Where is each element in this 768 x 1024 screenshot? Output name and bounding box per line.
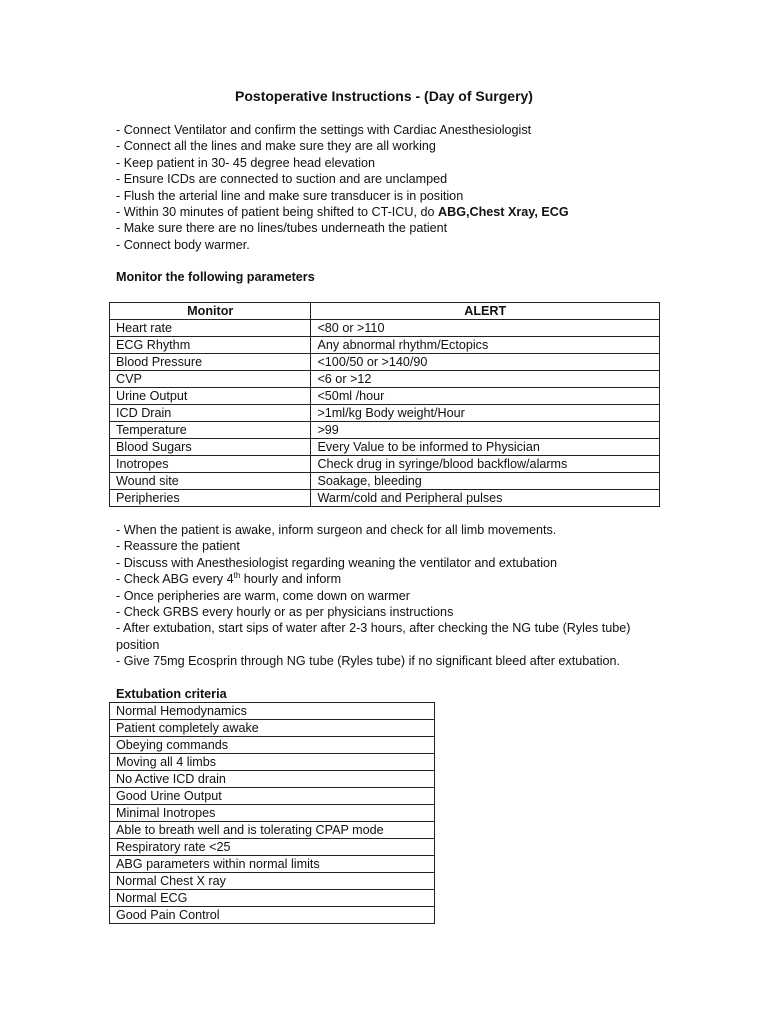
extubation-criterion: No Active ICD drain	[110, 771, 435, 788]
monitor-parameter-cell: Heart rate	[110, 320, 311, 337]
monitor-table-row	[110, 388, 660, 405]
extubation-criterion: Normal Chest X ray	[110, 873, 435, 890]
post-note-item: - Discuss with Anesthesiologist regarding weaning the ventilator and extubation	[116, 555, 558, 570]
extubation-criterion: Good Pain Control	[110, 907, 435, 924]
instruction-ct-icu-text: - Within 30 minutes of patient being shifted to CT-ICU, do	[116, 204, 438, 219]
extubation-criterion: Moving all 4 limbs	[110, 754, 435, 771]
extubation-criterion: Patient completely awake	[110, 720, 435, 737]
monitor-heading: Monitor the following parameters	[116, 270, 315, 284]
monitor-parameter-cell: ECG Rhythm	[110, 337, 311, 354]
monitor-parameter-cell: Urine Output	[110, 388, 311, 405]
instruction-item: - Connect all the lines and make sure they are all working	[116, 139, 436, 154]
instruction-item: - Make sure there are no lines/tubes underneath the patient	[116, 221, 448, 236]
extubation-criterion: Normal ECG	[110, 890, 435, 907]
post-note-item: - Reassure the patient	[116, 539, 240, 554]
extubation-criteria-row	[110, 737, 435, 754]
instruction-item-ct-icu	[116, 204, 656, 220]
instruction-ct-icu-tests: ABG,Chest Xray, ECG	[438, 204, 569, 219]
alert-threshold-cell: <80 or >110	[311, 320, 660, 337]
monitor-table-row	[110, 337, 660, 354]
extubation-criteria-row	[110, 720, 435, 737]
monitor-table-row	[110, 371, 660, 388]
extubation-criteria-row	[110, 788, 435, 805]
extubation-criteria-table	[109, 702, 435, 924]
post-note-item: - Check GRBS every hourly or as per physicians instructions	[116, 604, 454, 619]
extubation-criterion: Good Urine Output	[110, 788, 435, 805]
monitor-parameter-cell: Blood Sugars	[110, 439, 311, 456]
extubation-criteria-row	[110, 771, 435, 788]
alert-threshold-cell: >1ml/kg Body weight/Hour	[311, 405, 660, 422]
instruction-item: - Connect body warmer.	[116, 237, 250, 252]
monitor-table-body	[110, 320, 660, 507]
extubation-criteria-row	[110, 703, 435, 720]
monitor-parameter-cell: Wound site	[110, 473, 311, 490]
monitor-table-row	[110, 490, 660, 507]
alert-threshold-cell: Every Value to be informed to Physician	[311, 439, 660, 456]
post-note-item: - Once peripheries are warm, come down on warmer	[116, 588, 410, 603]
extubation-criteria-row	[110, 839, 435, 856]
document-title: Postoperative Instructions - (Day of Surgery)	[235, 88, 533, 104]
monitor-table	[109, 302, 660, 507]
extubation-criterion: Able to breath well and is tolerating CPAP mode	[110, 822, 435, 839]
post-notes-list	[116, 522, 656, 670]
alert-threshold-cell: >99	[311, 422, 660, 439]
instruction-item: - Ensure ICDs are connected to suction and are unclamped	[116, 172, 448, 187]
monitor-table-header-row	[110, 303, 660, 320]
monitor-parameter-cell: Inotropes	[110, 456, 311, 473]
monitor-table-row	[110, 439, 660, 456]
extubation-criteria-row	[110, 856, 435, 873]
post-note-item: - After extubation, start sips of water after 2-3 hours, after checking the NG tube (Ryles tube) position	[116, 621, 631, 652]
alert-threshold-cell: Check drug in syringe/blood backflow/alarms	[311, 456, 660, 473]
extubation-criteria-body	[110, 703, 435, 924]
post-note-item-abg	[116, 571, 656, 587]
extubation-criterion: Normal Hemodynamics	[110, 703, 435, 720]
alert-threshold-cell: <50ml /hour	[311, 388, 660, 405]
monitor-table-row	[110, 405, 660, 422]
monitor-parameter-cell: Blood Pressure	[110, 354, 311, 371]
abg-note-text: - Check ABG every 4	[116, 572, 234, 587]
monitor-parameter-cell: Temperature	[110, 422, 311, 439]
post-note-item: - Give 75mg Ecosprin through NG tube (Ryles tube) if no significant bleed after extubation.	[116, 654, 621, 669]
monitor-parameter-cell: Peripheries	[110, 490, 311, 507]
monitor-table-row	[110, 354, 660, 371]
abg-note-text-end: hourly and inform	[240, 572, 342, 587]
extubation-criteria-row	[110, 907, 435, 924]
extubation-criteria-row	[110, 873, 435, 890]
extubation-criterion: Respiratory rate <25	[110, 839, 435, 856]
post-note-item: - When the patient is awake, inform surgeon and check for all limb movements.	[116, 523, 557, 537]
instruction-list	[116, 122, 656, 253]
monitor-column-header: Monitor	[110, 303, 311, 320]
abg-note-superscript: th	[233, 570, 241, 580]
alert-threshold-cell: <100/50 or >140/90	[311, 354, 660, 371]
monitor-table-row	[110, 422, 660, 439]
extubation-criteria-row	[110, 822, 435, 839]
extubation-criteria-row	[110, 754, 435, 771]
monitor-parameter-cell: ICD Drain	[110, 405, 311, 422]
extubation-criterion: Minimal Inotropes	[110, 805, 435, 822]
extubation-criteria-row	[110, 805, 435, 822]
alert-threshold-cell: Soakage, bleeding	[311, 473, 660, 490]
extubation-criterion: Obeying commands	[110, 737, 435, 754]
extubation-heading: Extubation criteria	[116, 687, 227, 701]
alert-threshold-cell: Any abnormal rhythm/Ectopics	[311, 337, 660, 354]
monitor-parameter-cell: CVP	[110, 371, 311, 388]
instruction-item: - Keep patient in 30- 45 degree head elevation	[116, 155, 376, 170]
extubation-criteria-row	[110, 890, 435, 907]
instruction-item: - Connect Ventilator and confirm the settings with Cardiac Anesthesiologist	[116, 123, 532, 137]
alert-threshold-cell: Warm/cold and Peripheral pulses	[311, 490, 660, 507]
monitor-table-row	[110, 320, 660, 337]
monitor-table-row	[110, 473, 660, 490]
alert-column-header: ALERT	[311, 303, 660, 320]
extubation-criterion: ABG parameters within normal limits	[110, 856, 435, 873]
instruction-item: - Flush the arterial line and make sure transducer is in position	[116, 188, 464, 203]
alert-threshold-cell: <6 or >12	[311, 371, 660, 388]
monitor-table-row	[110, 456, 660, 473]
